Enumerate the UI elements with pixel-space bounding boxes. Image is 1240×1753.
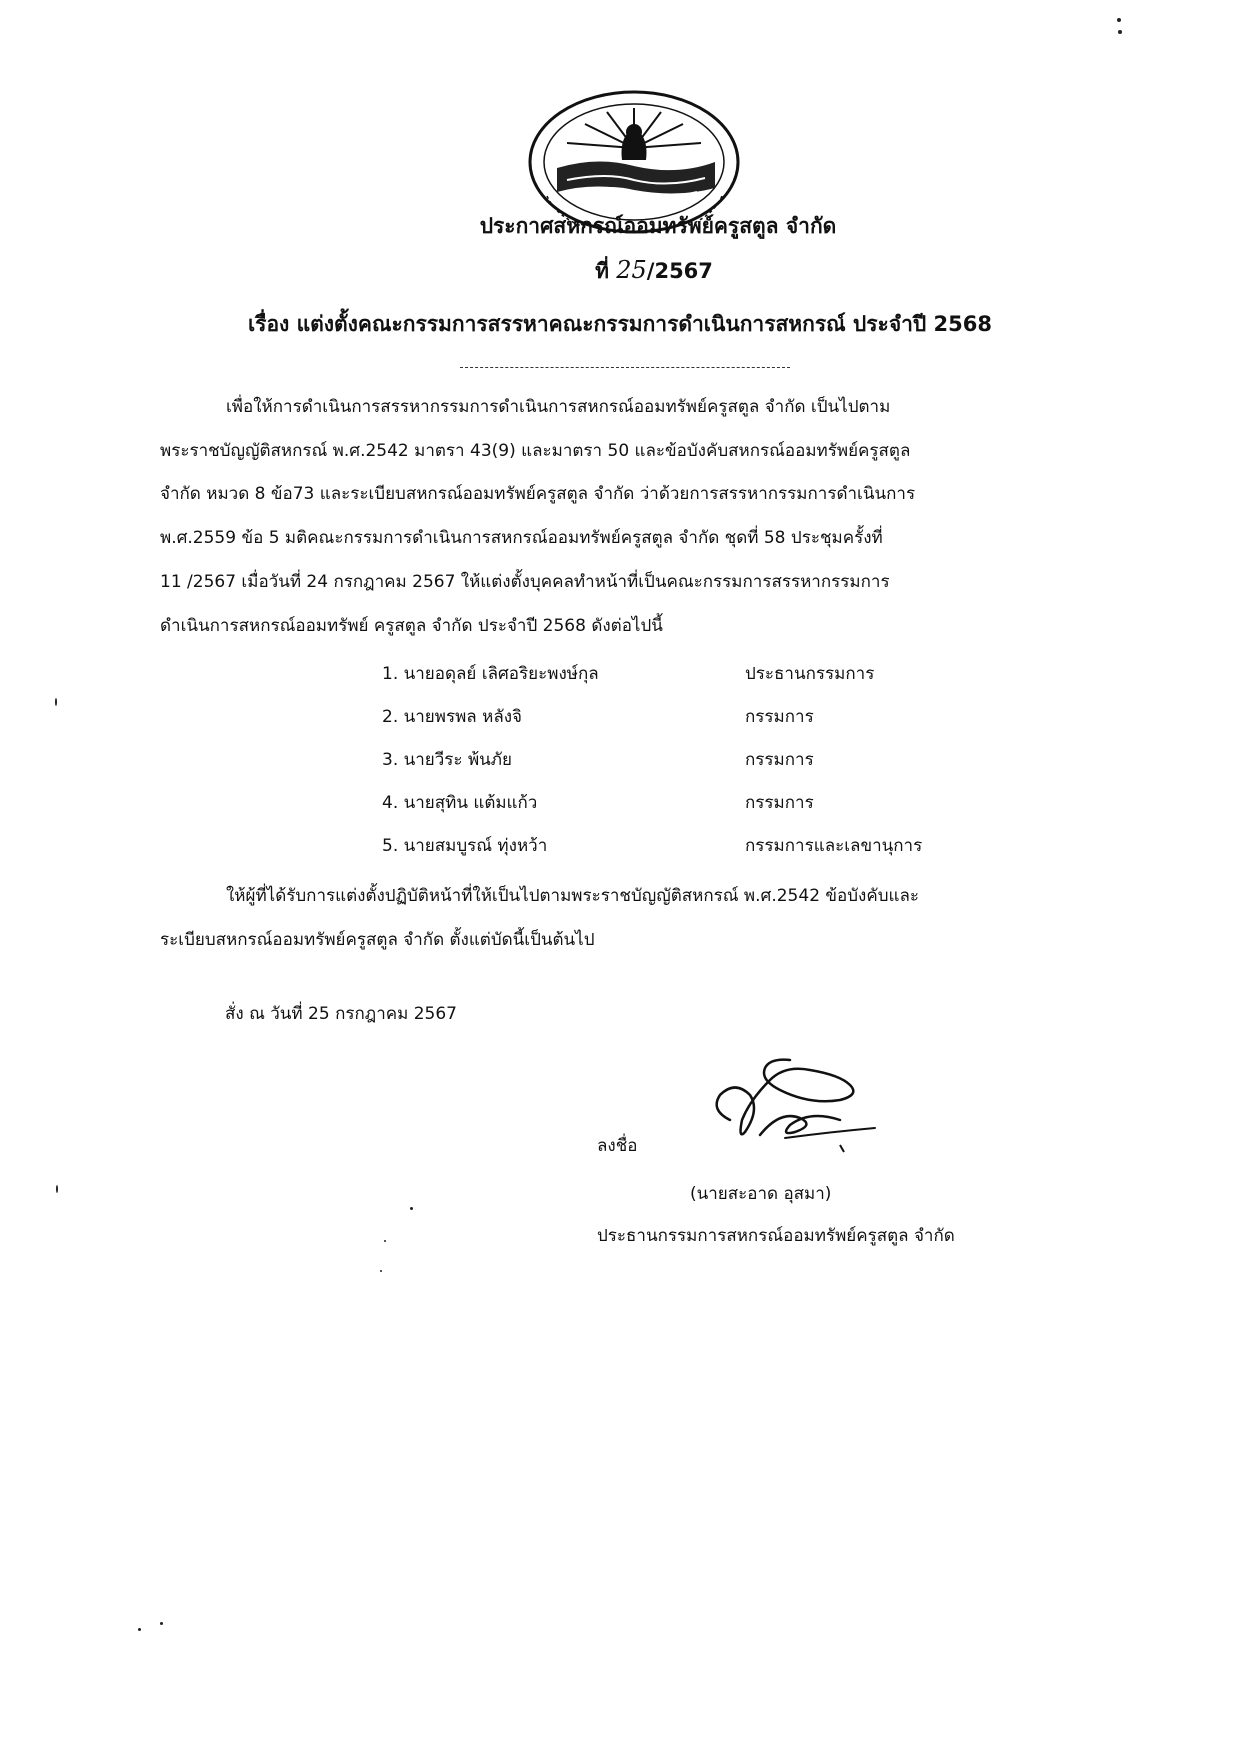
order-date: สั่ง ณ วันที่ 25 กรกฎาคม 2567 [225,1004,457,1024]
member-role: กรรมการ [745,707,814,727]
scan-speck [384,1240,386,1242]
announcement-number [34,255,1240,288]
paragraph-line: 11 /2567 เมื่อวันที่ 24 กรกฎาคม 2567 ให้แต่งตั้งบุคคลทำหน้าที่เป็นคณะกรรมการสรรหากรรมการ [160,571,890,592]
number-prefix: ที่ [595,259,617,283]
member-role: กรรมการและเลขานุการ [745,836,923,856]
signer-name: (นายสะอาด อุสมา) [690,1184,832,1204]
sign-label: ลงชื่อ [597,1136,638,1156]
member-row [382,703,1082,746]
member-role: กรรมการ [745,750,814,770]
body-paragraph-1 [160,386,1082,648]
title-divider [460,367,790,368]
scan-speck [56,1185,58,1193]
scan-speck [55,698,57,706]
scan-speck [380,1270,382,1272]
member-name: 3. นายวีระ พ้นภัย [382,750,512,770]
announcement-subject: เรื่อง แต่งตั้งคณะกรรมการสรรหาคณะกรรมการดำเนินการสหกรณ์ ประจำปี 2568 [247,312,992,336]
paragraph-line: ดำเนินการสหกรณ์ออมทรัพย์ ครูสตูล จำกัด ประจำปี 2568 ดังต่อไปนี้ [160,615,663,636]
member-name: 5. นายสมบูรณ์ ทุ่งหว้า [382,836,548,856]
scan-speck [1117,18,1121,22]
paragraph-line: จำกัด หมวด 8 ข้อ73 และระเบียบสหกรณ์ออมทรัพย์ครูสตูล จำกัด ว่าด้วยการสรรหากรรมการดำเนินการ [160,484,916,505]
scan-speck [138,1628,141,1631]
scan-speck [1118,30,1122,34]
paragraph-line: ให้ผู้ที่ได้รับการแต่งตั้งปฏิบัติหน้าที่ให้เป็นไปตามพระราชบัญญัติสหกรณ์ พ.ศ.2542 ข้อบังคับและ [226,886,919,906]
member-name: 1. นายอดุลย์ เลิศอริยะพงษ์กุล [382,664,599,684]
committee-member-list [382,660,1082,875]
member-row [382,789,1082,832]
paragraph-line: เพื่อให้การดำเนินการสรรหากรรมการดำเนินการสหกรณ์ออมทรัพย์ครูสตูล จำกัด เป็นไปตาม [226,397,891,417]
scan-speck [160,1622,163,1625]
member-role: ประธานกรรมการ [745,664,875,684]
paragraph-line: พระราชบัญญัติสหกรณ์ พ.ศ.2542 มาตรา 43(9) และมาตรา 50 และข้อบังคับสหกรณ์ออมทรัพย์ครูสตูล [160,440,911,461]
handwritten-signature [690,1040,890,1155]
number-handwritten: 25 [616,256,647,284]
scan-speck [410,1207,413,1210]
paragraph-line: ระเบียบสหกรณ์ออมทรัพย์ครูสตูล จำกัด ตั้งแต่บัดนี้เป็นต้นไป [160,929,595,950]
member-row [382,832,1082,875]
member-name: 4. นายสุทิน แต้มแก้ว [382,793,538,813]
member-name: 2. นายพรพล หลังจิ [382,707,523,727]
body-paragraph-2 [160,875,1082,962]
member-row [382,660,1082,703]
announcement-org-title: ประกาศสหกรณ์ออมทรัพย์ครูสตูล จำกัด [479,214,837,238]
signer-title: ประธานกรรมการสหกรณ์ออมทรัพย์ครูสตูล จำกัด [597,1226,955,1246]
member-role: กรรมการ [745,793,814,813]
member-row [382,746,1082,789]
number-suffix: /2567 [646,259,713,283]
paragraph-line: พ.ศ.2559 ข้อ 5 มติคณะกรรมการดำเนินการสหกรณ์ออมทรัพย์ครูสตูล จำกัด ชุดที่ 58 ประชุมครั้งที่ [160,528,883,549]
